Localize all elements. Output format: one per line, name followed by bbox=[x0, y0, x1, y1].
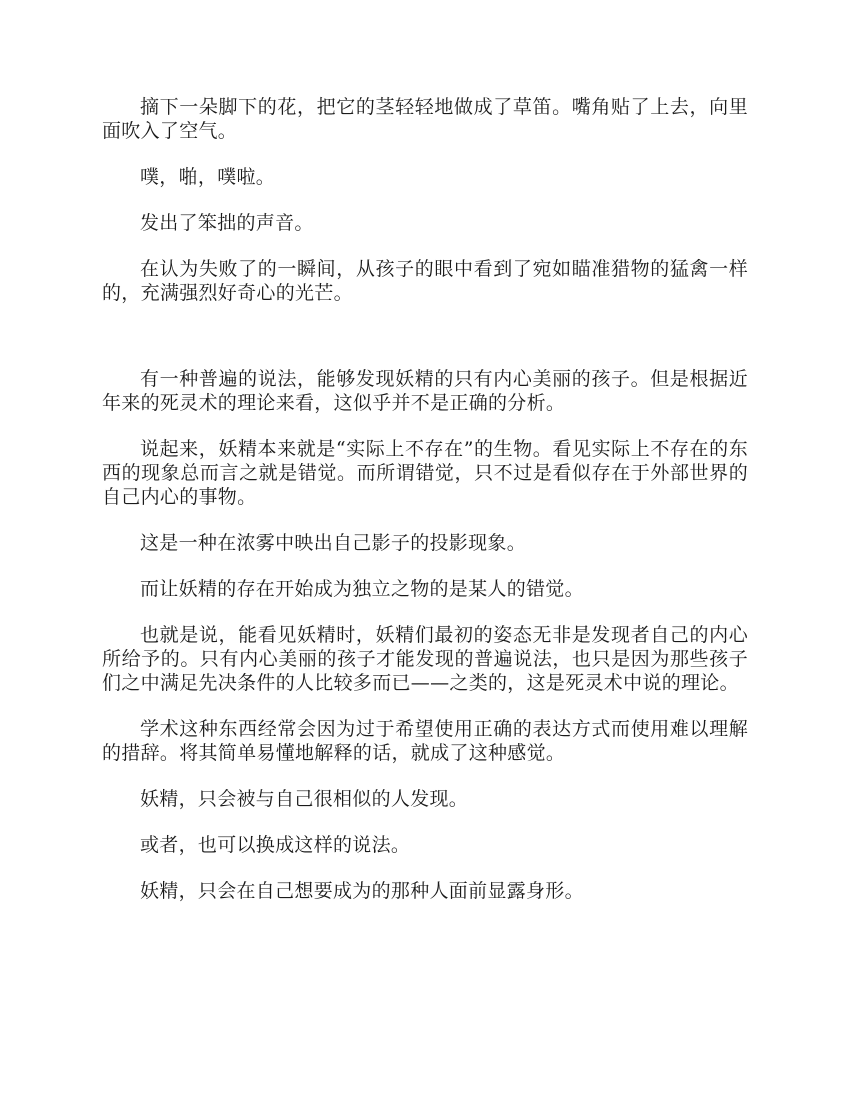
paragraph: 也就是说，能看见妖精时，妖精们最初的姿态无非是发现者自己的内心所给予的。只有内心美丽的孩子才能发现的普遍说法，也只是因为那些孩子们之中满足先决条件的人比较多而已——之类的，这是死灵术中说的理论。 bbox=[102, 624, 748, 694]
paragraph: 妖精，只会被与自己很相似的人发现。 bbox=[140, 788, 469, 810]
paragraph: 或者，也可以换成这样的说法。 bbox=[140, 834, 411, 856]
paragraph: 这是一种在浓雾中映出自己影子的投影现象。 bbox=[140, 532, 527, 554]
paragraph: 学术这种东西经常会因为过于希望使用正确的表达方式而使用难以理解的措辞。将其简单易懂地解释的话，就成了这种感觉。 bbox=[102, 718, 748, 764]
paragraph: 妖精，只会在自己想要成为的那种人面前显露身形。 bbox=[140, 880, 584, 902]
paragraph: 在认为失败了的一瞬间，从孩子的眼中看到了宛如瞄准猎物的猛禽一样的，充满强烈好奇心的光芒。 bbox=[102, 258, 748, 304]
paragraph: 发出了笨拙的声音。 bbox=[140, 212, 314, 234]
paragraph: 摘下一朵脚下的花，把它的茎轻轻地做成了草笛。嘴角贴了上去，向里面吹入了空气。 bbox=[102, 96, 748, 142]
paragraph: 噗，啪，噗啦。 bbox=[140, 166, 276, 188]
section-break bbox=[102, 327, 748, 367]
paragraph: 有一种普遍的说法，能够发现妖精的只有内心美丽的孩子。但是根据近年来的死灵术的理论来看，这似乎并不是正确的分析。 bbox=[102, 368, 748, 414]
paragraph: 说起来，妖精本来就是“实际上不存在”的生物。看见实际上不存在的东西的现象总而言之就是错觉。而所谓错觉，只不过是看似存在于外部世界的自己内心的事物。 bbox=[102, 438, 748, 508]
paragraph: 而让妖精的存在开始成为独立之物的是某人的错觉。 bbox=[140, 578, 584, 600]
document-body bbox=[102, 95, 748, 925]
